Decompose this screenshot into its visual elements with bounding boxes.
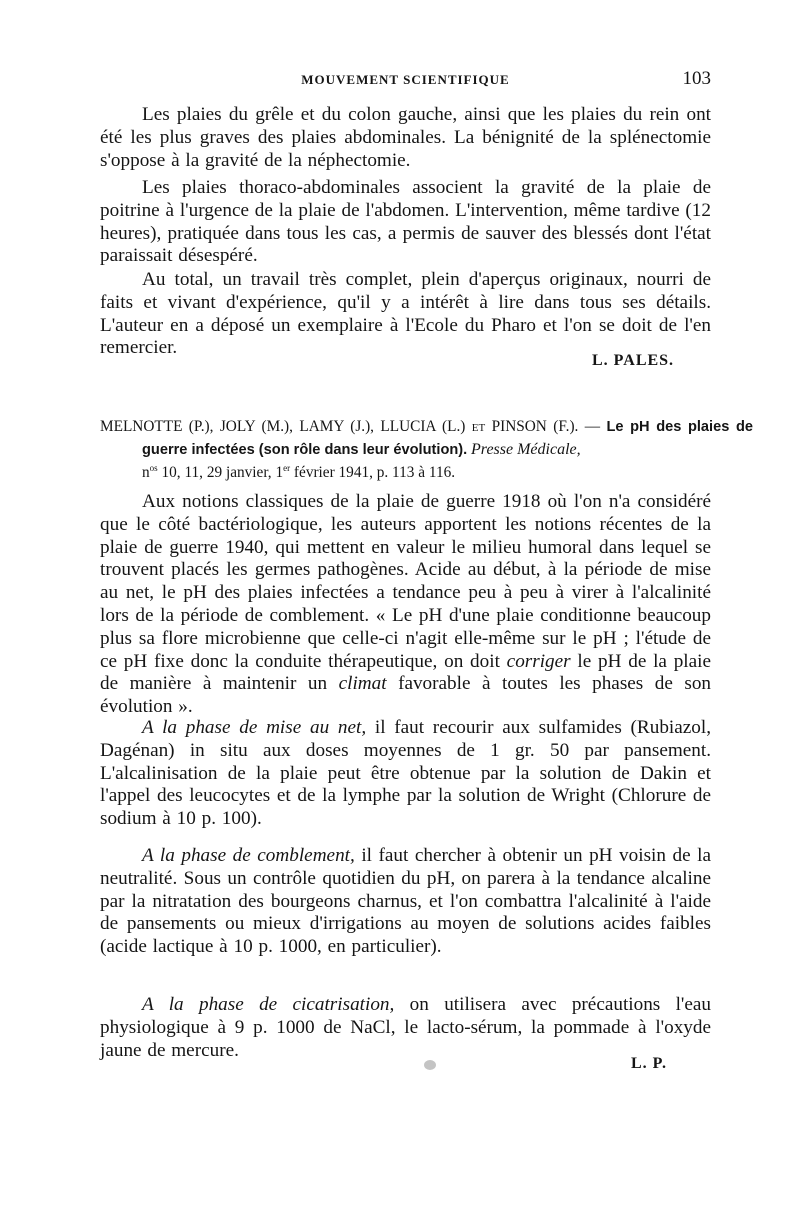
- reference-issue: [142, 464, 455, 481]
- review-paragraph: [100, 717, 711, 831]
- reference-journal: Presse Médicale,: [471, 440, 581, 458]
- phase-label: A la phase de comblement,: [142, 845, 355, 866]
- emphasis-corriger: corriger: [506, 650, 571, 672]
- issue-mid: 10, 11, 29 janvier, 1: [157, 463, 284, 481]
- review-paragraph: [100, 269, 711, 360]
- running-head: MOUVEMENT SCIENTIFIQUE: [301, 72, 510, 87]
- paper-speck: [424, 1060, 436, 1070]
- phase-label: A la phase de cicatrisation,: [142, 994, 395, 1015]
- paragraph-text: [100, 491, 711, 719]
- paragraph-text: Les plaies du grêle et du colon gauche, ainsi que les plaies du rein ont été les plus graves des plaies abdominales. La bénignité de la splénectomie s'oppose à la gravité de la néphectomie.: [100, 104, 711, 171]
- review-signature: L. P.: [631, 1055, 667, 1072]
- issue-rest: février 1941, p. 113 à 116.: [290, 463, 456, 481]
- review-paragraph: [100, 177, 711, 268]
- review-signature: L. PALES.: [592, 352, 675, 369]
- paragraph-text: Au total, un travail très complet, plein d'aperçus originaux, nourri de faits et vivant d'expérience, qu'il y a intérêt à lire dans tous ses détails. L'auteur en a déposé un exemplaire à l'Ecole du Pharo et l'on se doit de l'en remercier.: [100, 269, 711, 359]
- review-paragraph: [100, 994, 711, 1062]
- review-paragraph: [100, 845, 711, 959]
- paragraph-text: [100, 994, 711, 1062]
- bibliographic-reference: [100, 416, 753, 484]
- phase-text: il faut recourir aux sulfamides (Rubiazol, Dagénan) in situ aux doses moyennes de 1 gr. 50 par pansement. L'alcalinisation de la plaie peut être obtenue par la solution de Dakin et l'appel des leucocytes et de la lymphe par la solution de Wright (Chlorure de sodium à 10 p. 100).: [100, 717, 711, 830]
- page-header: [100, 68, 711, 92]
- issue-sup: os: [149, 462, 158, 473]
- intro-mid-text: le pH de la plaie de manière à maintenir un: [100, 650, 711, 695]
- reference-title: Le pH des plaies de guerre infectées (son rôle dans leur évolution).: [142, 419, 753, 458]
- phase-label: A la phase de mise au net,: [142, 717, 367, 738]
- paragraph-text: [100, 717, 711, 831]
- review-paragraph: [100, 491, 711, 719]
- reference-authors: MELNOTTE (P.), JOLY (M.), LAMY (J.), LLUCIA (L.) et PINSON (F.). —: [100, 418, 601, 435]
- issue-sup-2: er: [283, 462, 291, 473]
- review-paragraph: [100, 104, 711, 172]
- phase-text: il faut chercher à obtenir un pH voisin de la neutralité. Sous un contrôle quotidien du pH, on parera à la tendance alcaline par la nitratation des bourgeons charnus, et l'on combattra l'alcalinité à l'aide de pansements ou mieux d'irrigations au moyen de solutions acides faibles (acide lactique à 10 p. 1000, en particulier).: [100, 845, 711, 958]
- paragraph-text: [100, 845, 711, 959]
- intro-end-text: favorable à toutes les phases de son évolution ».: [100, 673, 712, 718]
- paragraph-text: Les plaies thoraco-abdominales associent la gravité de la plaie de poitrine à l'urgence de la plaie de l'abdomen. L'intervention, même tardive (12 heures), pratiquée dans tous les cas, a permis de sauver des blessés dont l'état paraissait désespéré.: [100, 177, 711, 267]
- emphasis-climat: climat: [338, 673, 387, 695]
- page-number: 103: [682, 68, 711, 89]
- intro-text: Aux notions classiques de la plaie de guerre 1918 où l'on n'a considéré que le côté bactériologique, les auteurs apportent les notions récentes de la plaie de guerre 1940, qui mettent en valeur le milieu humoral dans lequel se trouvent placés les germes pathogènes. Acide au début, à la période de mise au net, le pH des plaies infectées a tendance peu à peu à virer à l'alcalinité lors de la période de comblement. « Le pH d'une plaie conditionne beaucoup plus sa flore microbienne que celle-ci n'agit elle-même sur le pH ; l'étude de ce pH fixe donc la conduite thérapeutique, on doit: [100, 491, 711, 672]
- phase-text: on utilisera avec précautions l'eau physiologique à 9 p. 1000 de NaCl, le lacto-sérum, la pommade à l'oxyde jaune de mercure.: [100, 994, 712, 1061]
- issue-prefix: n: [142, 463, 150, 481]
